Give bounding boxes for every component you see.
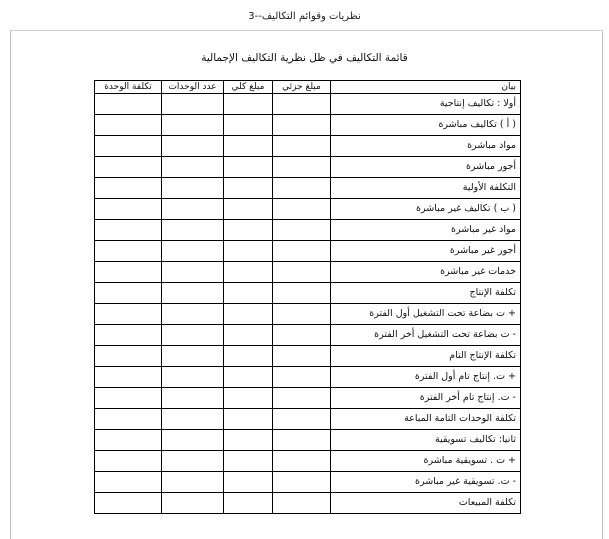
cell-partial-amount — [273, 115, 331, 136]
cell-total-amount — [224, 178, 273, 199]
table-row — [95, 136, 521, 157]
cell-unit-cost — [95, 472, 162, 493]
cell-partial-amount — [273, 346, 331, 367]
cell-unit-cost — [95, 157, 162, 178]
header-divider — [10, 30, 603, 31]
table-row — [95, 346, 521, 367]
row-description: أجور مباشرة — [331, 157, 521, 178]
cell-total-amount — [224, 346, 273, 367]
table-row — [95, 304, 521, 325]
row-description: أجور غير مباشرة — [331, 241, 521, 262]
cell-partial-amount — [273, 136, 331, 157]
cell-units-count — [162, 262, 224, 283]
table-row — [95, 325, 521, 346]
table-row — [95, 283, 521, 304]
cell-partial-amount — [273, 472, 331, 493]
row-description: + ت. إنتاج تام أول الفترة — [331, 367, 521, 388]
cell-units-count — [162, 304, 224, 325]
table-row — [95, 115, 521, 136]
cell-units-count — [162, 136, 224, 157]
cell-unit-cost — [95, 136, 162, 157]
cell-partial-amount — [273, 388, 331, 409]
table-row — [95, 220, 521, 241]
cell-unit-cost — [95, 325, 162, 346]
cost-statement-table — [94, 80, 521, 514]
cell-unit-cost — [95, 262, 162, 283]
cell-units-count — [162, 451, 224, 472]
cell-partial-amount — [273, 241, 331, 262]
row-description: تكلفة الوحدات التامة المباعة — [331, 409, 521, 430]
cell-total-amount — [224, 472, 273, 493]
row-description: ( ب ) تكاليف غير مباشرة — [331, 199, 521, 220]
cell-total-amount — [224, 262, 273, 283]
row-description: تكلفة الإنتاج — [331, 283, 521, 304]
cell-partial-amount — [273, 220, 331, 241]
cell-unit-cost — [95, 199, 162, 220]
page-right-edge — [602, 30, 603, 539]
running-header: 3--نظريات وقوائم التكاليف — [248, 11, 361, 22]
header-partial-amount: مبلغ جزئي — [273, 81, 331, 94]
table-row — [95, 157, 521, 178]
cell-total-amount — [224, 136, 273, 157]
cell-total-amount — [224, 409, 273, 430]
cell-units-count — [162, 409, 224, 430]
cell-partial-amount — [273, 304, 331, 325]
table-row — [95, 493, 521, 514]
cell-total-amount — [224, 115, 273, 136]
cell-unit-cost — [95, 388, 162, 409]
cell-units-count — [162, 430, 224, 451]
table-row — [95, 241, 521, 262]
header-unit-cost: تكلفة الوحدة — [95, 81, 162, 94]
row-description: تكلفة الإنتاج التام — [331, 346, 521, 367]
row-description: + ت . تسويقية مباشرة — [331, 451, 521, 472]
cell-units-count — [162, 283, 224, 304]
cell-partial-amount — [273, 430, 331, 451]
row-description: - ت. إنتاج تام أخر الفترة — [331, 388, 521, 409]
table-row — [95, 472, 521, 493]
cell-partial-amount — [273, 493, 331, 514]
cell-total-amount — [224, 220, 273, 241]
cell-total-amount — [224, 388, 273, 409]
cell-partial-amount — [273, 451, 331, 472]
cell-units-count — [162, 199, 224, 220]
cell-unit-cost — [95, 346, 162, 367]
row-description: مواد مباشرة — [331, 136, 521, 157]
table-header-row — [95, 81, 521, 94]
cell-unit-cost — [95, 430, 162, 451]
cell-unit-cost — [95, 493, 162, 514]
row-description: ثانيا: تكاليف تسويقية — [331, 430, 521, 451]
header-units-count: عدد الوحدات — [162, 81, 224, 94]
table-row — [95, 430, 521, 451]
cell-unit-cost — [95, 451, 162, 472]
cell-units-count — [162, 472, 224, 493]
cell-partial-amount — [273, 409, 331, 430]
cell-partial-amount — [273, 94, 331, 115]
table-row — [95, 388, 521, 409]
cell-units-count — [162, 115, 224, 136]
row-description: مواد غير مباشرة — [331, 220, 521, 241]
cell-unit-cost — [95, 178, 162, 199]
cell-partial-amount — [273, 178, 331, 199]
table-row — [95, 199, 521, 220]
cell-partial-amount — [273, 262, 331, 283]
cell-partial-amount — [273, 199, 331, 220]
table-body — [95, 94, 521, 514]
cell-units-count — [162, 241, 224, 262]
table-row — [95, 178, 521, 199]
cell-unit-cost — [95, 409, 162, 430]
cell-total-amount — [224, 430, 273, 451]
table-row — [95, 451, 521, 472]
row-description: + ت بضاعة تحت التشغيل أول الفترة — [331, 304, 521, 325]
cell-total-amount — [224, 325, 273, 346]
cell-units-count — [162, 367, 224, 388]
cell-total-amount — [224, 304, 273, 325]
table-row — [95, 409, 521, 430]
header-description: بيان — [331, 81, 521, 94]
page-left-edge — [10, 30, 11, 539]
cell-units-count — [162, 94, 224, 115]
row-description: ( أ ) تكاليف مباشرة — [331, 115, 521, 136]
cell-unit-cost — [95, 367, 162, 388]
cell-total-amount — [224, 283, 273, 304]
cell-unit-cost — [95, 304, 162, 325]
cell-partial-amount — [273, 325, 331, 346]
cell-unit-cost — [95, 115, 162, 136]
cell-total-amount — [224, 157, 273, 178]
cell-units-count — [162, 220, 224, 241]
cell-partial-amount — [273, 157, 331, 178]
row-description: تكلفة المبيعات — [331, 493, 521, 514]
cell-total-amount — [224, 199, 273, 220]
table-row — [95, 94, 521, 115]
row-description: - ت بضاعة تحت التشغيل أخر الفترة — [331, 325, 521, 346]
cell-units-count — [162, 178, 224, 199]
cell-units-count — [162, 157, 224, 178]
cell-total-amount — [224, 241, 273, 262]
cell-units-count — [162, 493, 224, 514]
table-row — [95, 262, 521, 283]
header-total-amount: مبلغ كلي — [224, 81, 273, 94]
cell-partial-amount — [273, 367, 331, 388]
cell-total-amount — [224, 94, 273, 115]
cell-partial-amount — [273, 283, 331, 304]
cell-unit-cost — [95, 220, 162, 241]
cell-total-amount — [224, 367, 273, 388]
cell-units-count — [162, 346, 224, 367]
cell-total-amount — [224, 451, 273, 472]
row-description: التكلفة الأولية — [331, 178, 521, 199]
cell-unit-cost — [95, 283, 162, 304]
cell-units-count — [162, 388, 224, 409]
cell-unit-cost — [95, 94, 162, 115]
row-description: خدمات غير مباشرة — [331, 262, 521, 283]
row-description: - ت. تسويقية غير مباشرة — [331, 472, 521, 493]
cell-units-count — [162, 325, 224, 346]
cell-unit-cost — [95, 241, 162, 262]
table-row — [95, 367, 521, 388]
cell-total-amount — [224, 493, 273, 514]
document-title: قائمة التكاليف في ظل نظرية التكاليف الإجمالية — [201, 52, 408, 64]
row-description: أولا : تكاليف إنتاجية — [331, 94, 521, 115]
